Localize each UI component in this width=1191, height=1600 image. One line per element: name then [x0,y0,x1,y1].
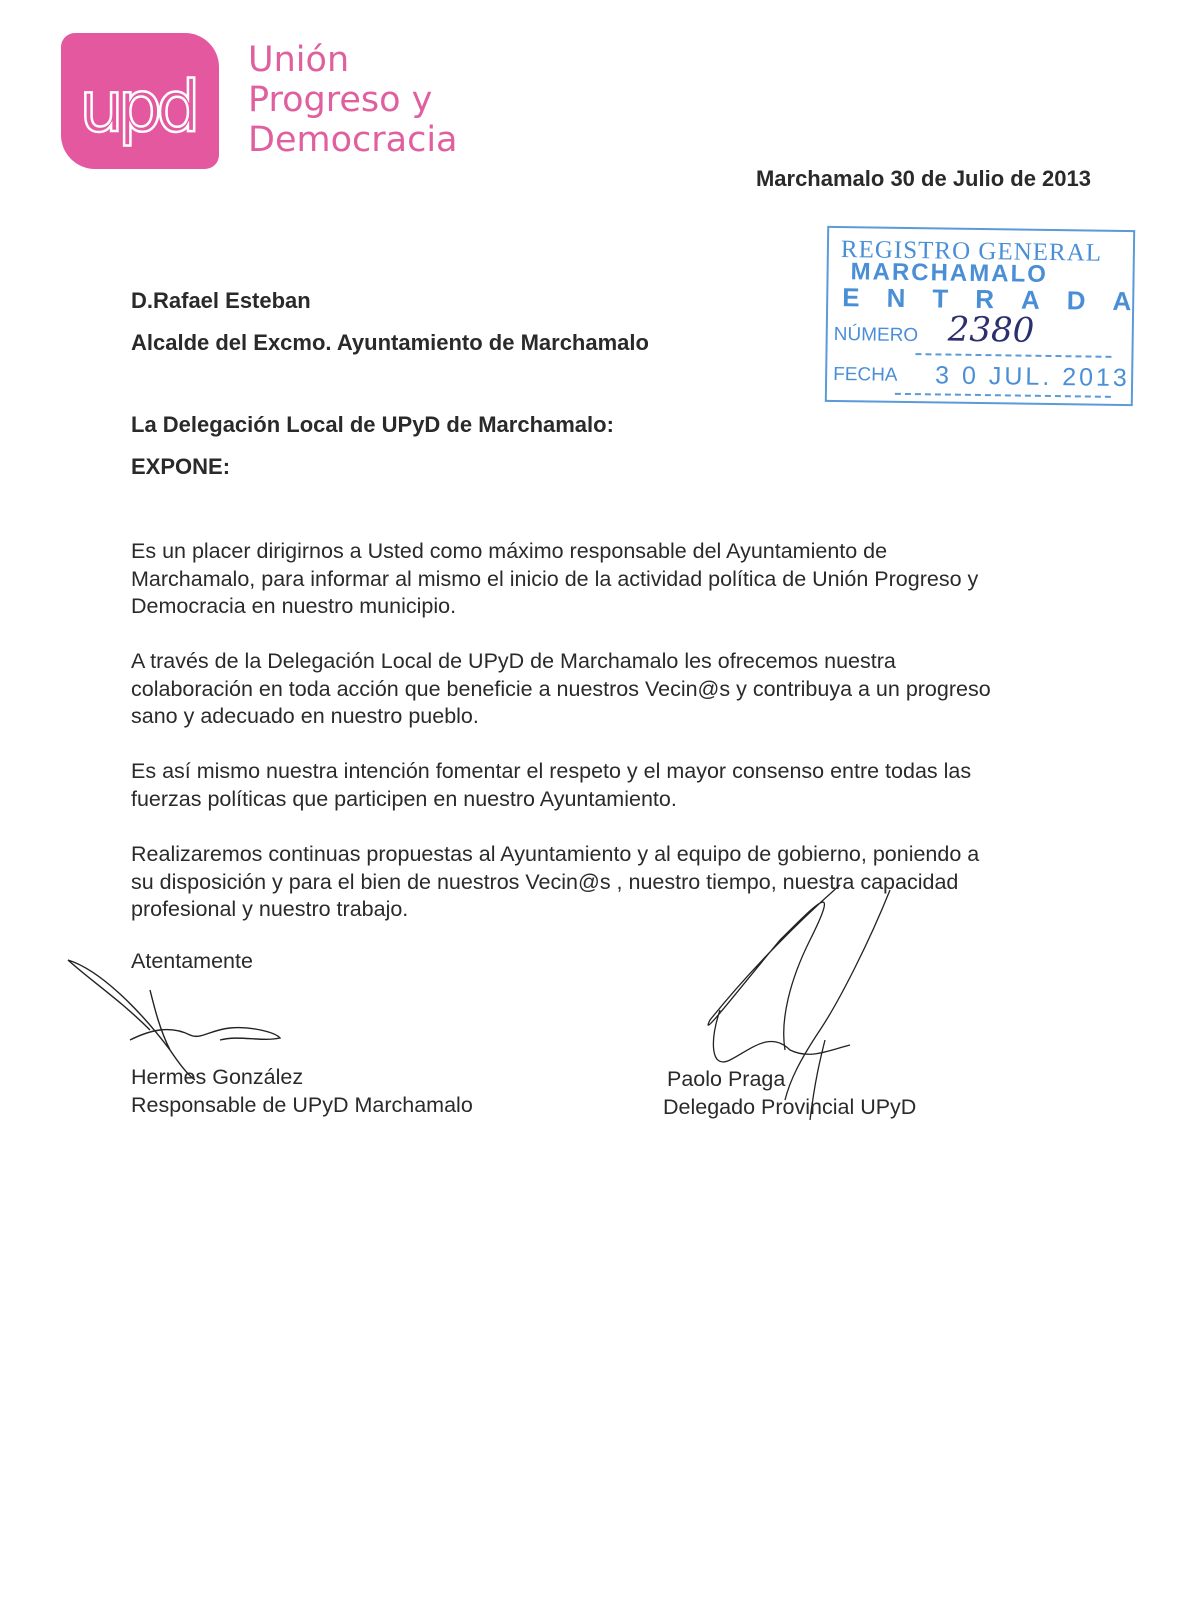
divider [915,353,1111,358]
brand-line: Progreso y [248,80,433,120]
stamp-line: MARCHAMALO [850,258,1049,288]
recipient-title: Alcalde del Excmo. Ayuntamiento de Marchamalo [131,330,649,355]
stamp-numero-value: 2380 [947,309,1035,351]
svg-text:upd: upd [79,66,195,148]
stamp-numero-label: NÚMERO [833,323,919,347]
signatory-name: Hermes González [131,1065,304,1089]
stamp-line: REGISTRO GENERAL [840,236,1103,267]
registry-stamp [825,226,1159,406]
stamp-fecha-label: FECHA [833,363,898,386]
signature-left [60,950,300,1090]
brand-line: Democracia [248,120,458,160]
brand-line: Unión [248,40,350,80]
expone-heading: EXPONE: [131,454,231,479]
sender-heading: La Delegación Local de UPyD de Marchamalo: [131,412,614,437]
upd-logo-mark [61,33,219,169]
body-paragraph: Realizaremos continuas propuestas al Ayuntamiento y al equipo de gobierno, poniendo a su disposición y para el bien de nuestros Vecin@s , nuestro tiempo, nuestra capacidad profesional y nuestro trabajo. [131,842,980,921]
signatory-role: Responsable de UPyD Marchamalo [131,1093,473,1117]
signatory-name: Paolo Praga [667,1067,786,1091]
stamp-line: ENTRADA [842,282,1159,317]
letter-date: Marchamalo 30 de Julio de 2013 [755,166,1091,191]
body-paragraph: A través de la Delegación Local de UPyD de Marchamalo les ofrecemos nuestra colaboración en toda acción que beneficie a nuestros Vecin@s y contribuya a un progreso sano y adecuado en nuestro pueblo. [131,649,991,728]
upd-logo [61,33,219,169]
signatory-role: Delegado Provincial UPyD [663,1095,917,1119]
stamp-fecha-value: 3 0 JUL. 2013 [934,361,1131,393]
body-paragraph: Es así mismo nuestra intención fomentar el respeto y el mayor consenso entre todas las fuerzas políticas que participen en nuestro Ayuntamiento. [131,759,972,811]
divider [895,393,1111,398]
body-paragraph: Es un placer dirigirnos a Usted como máximo responsable del Ayuntamiento de Marchamalo, para informar al mismo el inicio de la actividad política de Unión Progreso y Democracia en nuestro municipio. [131,539,979,618]
recipient-name: D.Rafael Esteban [131,288,311,313]
closing: Atentamente [131,949,253,973]
signature-right [690,880,910,1140]
brand-name [248,40,458,160]
